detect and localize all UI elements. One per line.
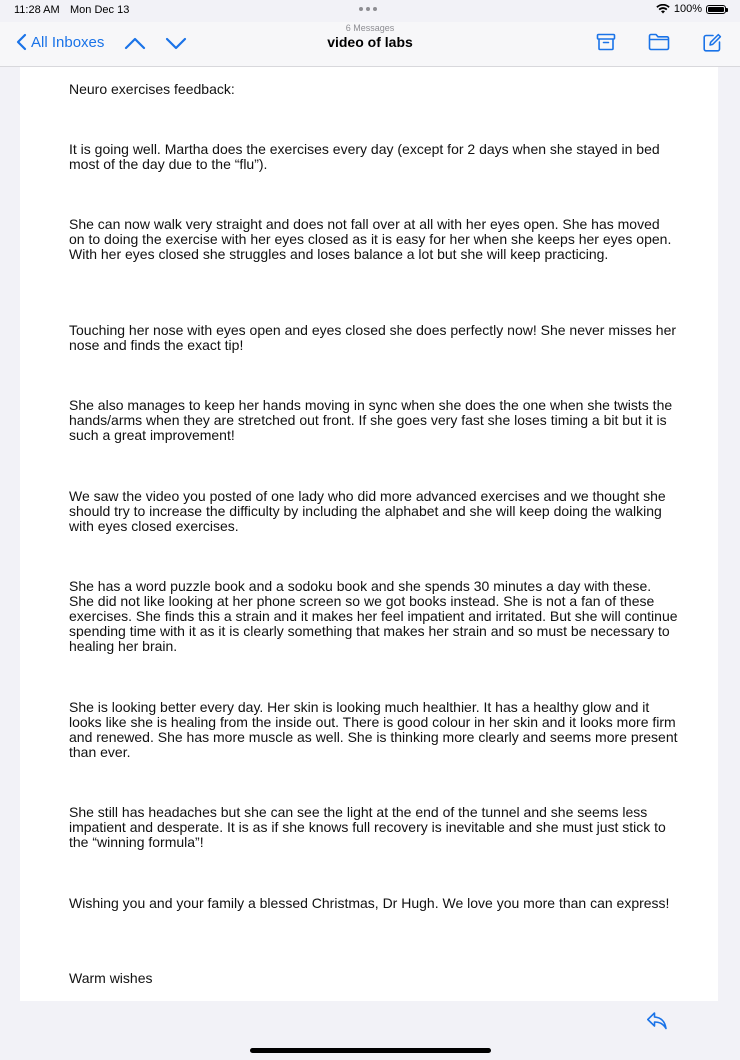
home-indicator[interactable]	[250, 1048, 491, 1053]
thread-subject: video of labs	[327, 34, 413, 50]
wifi-icon	[656, 4, 670, 14]
status-time: 11:28 AM	[14, 4, 60, 16]
message-paragraph: She also manages to keep her hands moving in sync when she does the one when she twists the hands/arms when they are stretched out front. If she goes very fast she loses timing a bit but it is such a great improvement!	[69, 397, 673, 443]
message-count: 6 Messages	[345, 23, 395, 33]
move-to-folder-button[interactable]	[648, 33, 670, 53]
archive-button[interactable]	[596, 33, 616, 53]
message-paragraph: She is looking better every day. Her skin is looking much healthier. It has a healthy glow and it looks like she is healing from the inside out. There is good colour in her skin and it looks more firm and renewed. She has more muscle as well. She is thinking more clearly and seems more present than ever.	[69, 699, 678, 760]
status-bar	[0, 0, 740, 22]
back-button-label: All Inboxes	[31, 33, 105, 51]
message-paragraph: She has a word puzzle book and a sodoku book and she spends 30 minutes a day with these. She did not like looking at her phone screen so we got books instead. She is not a fan of these exercises. She finds this a strain and it makes her feel impatient and irritated. But she will continue spending time with it as it is clearly something that makes her strain and so must be necessary to healing her brain.	[69, 578, 678, 654]
compose-button[interactable]	[702, 33, 722, 53]
message-paragraph: It is going well. Martha does the exercises every day (except for 2 days when she stayed in bed most of the day due to the “flu”).	[69, 141, 660, 172]
folder-icon	[648, 33, 670, 51]
message-paragraph: Wishing you and your family a blessed Christmas, Dr Hugh. We love you more than can express!	[69, 895, 670, 911]
archive-icon	[596, 33, 616, 51]
reply-icon	[646, 1011, 668, 1031]
message-paragraph: Warm wishes	[69, 970, 153, 986]
message-paragraph: Neuro exercises feedback:	[69, 81, 235, 97]
battery-percentage: 100%	[673, 3, 702, 15]
battery-icon	[706, 5, 726, 14]
status-indicators	[656, 3, 726, 15]
message-paragraph: We saw the video you posted of one lady who did more advanced exercises and we thought she should try to increase the difficulty by including the alphabet and she will keep doing the walking with eyes closed exercises.	[69, 488, 666, 534]
compose-icon	[702, 33, 722, 53]
status-date: Mon Dec 13	[70, 4, 130, 16]
message-body-card	[20, 67, 718, 1001]
navigation-bar	[0, 22, 740, 67]
bottom-toolbar	[20, 1001, 718, 1051]
multitasking-dots-icon[interactable]	[359, 7, 377, 11]
message-paragraph: She can now walk very straight and does not fall over at all with her eyes open. She has moved on to doing the exercise with her eyes closed as it is easy for her when she keeps her eyes open. With her eyes closed she struggles and loses balance a lot but she will keep practicing.	[69, 216, 672, 262]
message-actions	[596, 33, 722, 53]
message-paragraph: Touching her nose with eyes open and eyes closed she does perfectly now! She never misses her nose and finds the exact tip!	[69, 322, 677, 353]
message-paragraph: She still has headaches but she can see the light at the end of the tunnel and she seems less impatient and desperate. It is as if she knows full recovery is inevitable and she must just stick to the “winning formula”!	[69, 804, 666, 850]
reply-button[interactable]	[646, 1011, 668, 1036]
